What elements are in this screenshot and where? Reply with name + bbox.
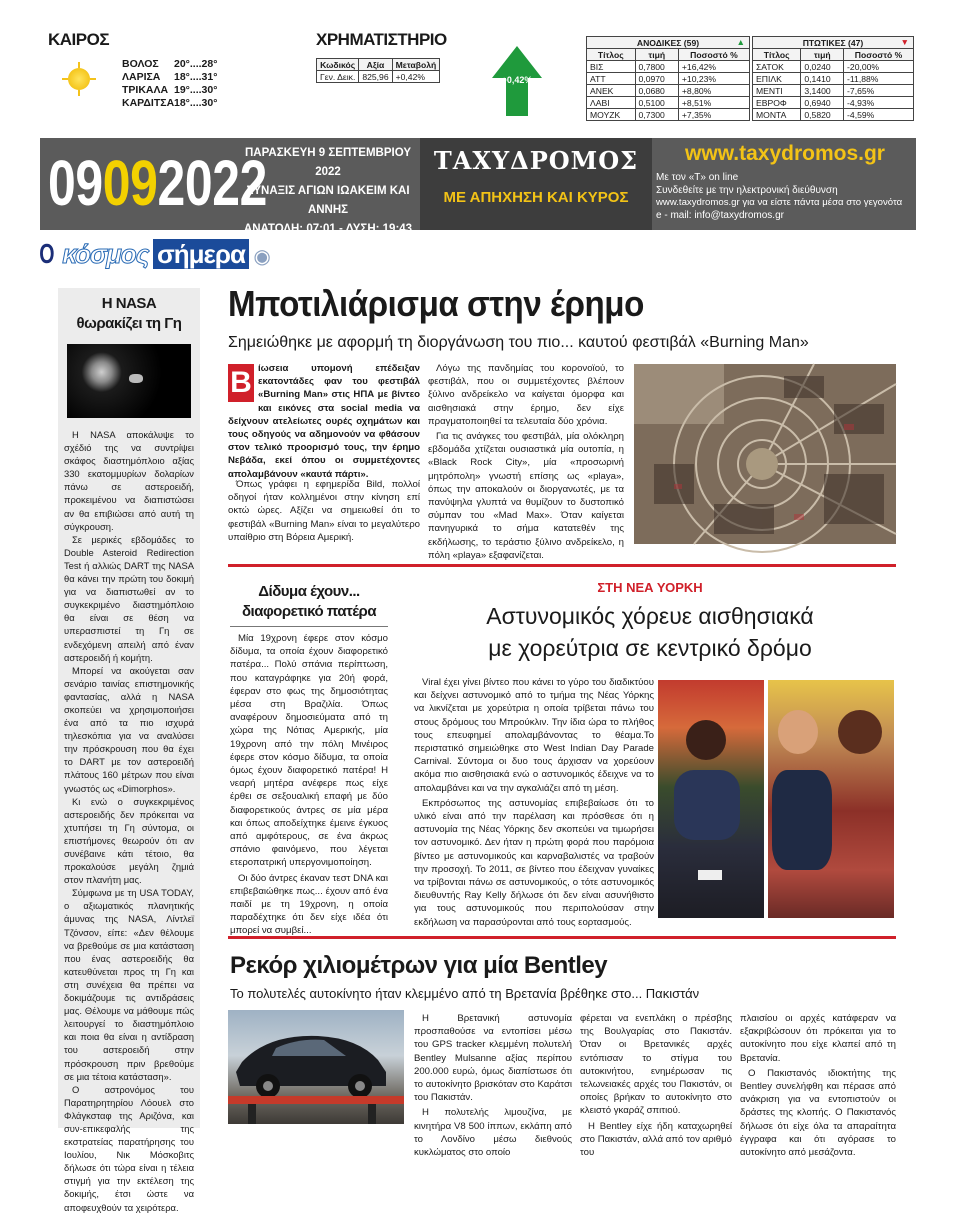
newspaper-motto: ΜΕ ΑΠΗΧΗΣΗ ΚΑΙ ΚΥΡΟΣ xyxy=(443,189,629,206)
red-rule-1 xyxy=(228,564,896,567)
stock-table: Κωδικός Αξία Μεταβολή Γεν. Δεικ. 825,96 +0,42% xyxy=(316,58,440,83)
bentley-col3: πλαισίου οι αρχές κατάφεραν να εξακριβώσουν ότι πρόκειται για το αυτοκίνητο που είχε κλαπεί από τη Βρετανία. Ο Πακιστανός ιδιοκτήτης της Bentley συνελήφθη και πέρασε από ανάκριση για να εντοπιστούν οι δράστες της κλοπής. Ο Πακιστανός δήλωσε ότι είχε όλα τα απαραίτητα έγγραφα και ότι αγόρασε το αυτοκίνητο από μεσάζοντα. xyxy=(740,1013,896,1159)
police-dance-photo-2 xyxy=(768,680,894,918)
up-arrow-icon xyxy=(490,44,544,118)
twins-title: Δίδυμα έχουν... διαφορετικό πατέρα xyxy=(241,583,377,620)
burning-man-aerial-photo xyxy=(634,364,896,544)
drop-cap: Β xyxy=(228,364,254,402)
burning-p1: Όπως γράφει η εφημερίδα Bild, πολλοί οδηγοί ήταν κολλημένοι στην κίνηση επί οκτώ ώρες. Αξίζει να σημειωθεί ότι το φεστιβάλ «Burning Man» είναι το μεγαλύτερο υπαίθριο στη Βόρεια Αμερική. xyxy=(228,479,420,543)
weather-row: ΛΑΡΙΣΑ 18°....31° xyxy=(122,71,218,83)
losers-table: ΠΤΩΤΙΚΕΣ (47) ▼ Τίτλος τιμή Ποσοστό % ΣΑΤΟΚ 0,0240 -20,00% ΕΠΙΛΚ 0,1410 -11,88% ΜΕΝΤΙ 3,1400 -7,65% ΕΒΡΟΦ 0,6940 -4,93% ΜΟΝΤΑ 0,5820 -4,59% xyxy=(752,36,914,121)
globe-icon: ◉ xyxy=(253,246,271,268)
red-down-arrow-icon: ▼ xyxy=(900,37,909,47)
banner-date: 09092022 xyxy=(48,147,267,219)
bentley-subhead: Το πολυτελές αυτοκίνητο ήταν κλεμμένο από τη Βρετανία βρέθηκε στο... Πακιστάν xyxy=(230,986,700,1001)
stock-arrow-label: +0,42% xyxy=(501,75,533,85)
weather-row: ΚΑΡΔΙΤΣΑ18°....30° xyxy=(122,97,218,109)
asteroid-photo xyxy=(67,344,191,418)
losers-box xyxy=(752,36,914,121)
newspaper-logo: ΤΑΧΥΔΡΟΜΟΣ xyxy=(433,146,639,175)
weather-row: ΒΟΛΟΣ 20°....28° xyxy=(122,58,218,70)
weather-row: ΤΡΙΚΑΛΑ 19°....30° xyxy=(122,84,218,96)
gainers-table: ΑΝΟΔΙΚΕΣ (59) ▲ Τίτλος τιμή Ποσοστό % ΒΙΣ 0,7800 +16,42% ΑΤΤ 0,0970 +10,23% ΑΝΕΚ 0,0680 +8,80% ΛΑΒΙ 0,5100 +8,51% ΜΟΥΖΚ 0,7300 +7,35% xyxy=(586,36,750,121)
police-kicker: ΣΤΗ ΝΕΑ ΥΟΡΚΗ xyxy=(597,580,703,595)
bentley-headline: Ρεκόρ χιλιομέτρων για μία Bentley xyxy=(230,952,608,979)
burning-headline: Μποτιλιάρισμα στην έρημο xyxy=(228,283,644,324)
police-headline: Αστυνομικός χόρευε αισθησιακά με χορεύτρια σε κεντρικό δρόμο xyxy=(486,603,814,661)
nasa-title: Η NASA θωρακίζει τη Γη xyxy=(76,295,182,332)
police-text: Viral έχει γίνει βίντεο που κάνει το γύρο του διαδικτύου και δείχνει αστυνομικό από το τμήμα της Νέας Υόρκης να λικνίζεται με χορεύτρια η οποία τρίβεται πάνω του στους δρόμους του Μπρούκλιν. Την ίδια ώρα το πλήθος τους επευφημεί απολαμβάνοντας το θέαμα.Το περιστατικό σημειώθηκε στο West Indian Day Parade Carnival. Σύντομα οι δυο τους άρχισαν να χορεύουν ακόμα πιο αισθησιακά ενώ ο αστυνομικός έδειχνε να το απολαμβάνει και να την αγκαλιάζει από τη μέση. Εκπρόσωπος της αστυνομίας επιβεβαίωσε ότι το υλικό είναι από την παρέλαση και πρόσθεσε ότι η αστυνομία της Νέας Υόρκης δεν σκοπεύει να τιμωρήσει τον αστυνομικό. Δεν ήταν η πρώτη φορά που παρόμοια βίντεο με αστυνομικούς και καρναβαλιστές να τραβούν την προσοχή. Το 2011, σε βίντεο που έδειχναν γυναίκες να τρίβονται πάνω σε αστυνομικούς, ο τότε αστυνομικός διευθυντής Ray Kelly δήλωσε ότι δεν είναι ασυνήθιστο για τους αστυνομικούς που περιπολούσαν στην εκδήλωση να παρασύρονται από τους εορτασμούς. xyxy=(414,677,654,928)
red-rule-2 xyxy=(228,936,896,939)
burning-lead: Β ίωσεια υπομονή επέδειξαν εκατοντάδες φαν του φεστιβάλ «Burning Man» στις ΗΠΑ με βίντεο και εικόνες στα social media να δείχνουν ατελείωτες ουρές οχημάτων και τους οδηγούς να αδημονούν να φθάσουν στον τελικό προορισμό τους, την έρημο Νεβάδα, εκεί όπου οι συμμετέχοντες απολαμβάνουν «καυτά πάρτι». xyxy=(228,363,420,480)
bentley-col1: Η Βρετανική αστυνομία προσπαθούσε να εντοπίσει μέσω του GPS tracker κλεμμένη πολυτελή Bentley Mulsanne αξίας περίπου 200.000 ευρώ, όμως διαπίστωσε ότι το αυτοκίνητο βρισκόταν στο Καράτσι του Πακιστάν. Η πολυτελής λιμουζίνα, με κινητήρα V8 500 ίππων, εκλάπη από το Λονδίνο μέσω διεθνούς κυκλώματος στο οποίο xyxy=(414,1013,572,1159)
green-up-arrow-icon: ▲ xyxy=(736,37,745,47)
bentley-col2: φέρεται να ενεπλάκη ο πρέσβης της Βουλγαρίας στο Πακιστάν. Όταν οι Βρετανικές αρχές εντόπισαν το στίγμα του αυτοκινήτου, ενημέρωσαν τις τελωνειακές αρχές του Πακιστάν, οι οποίες βρήκαν το αυτοκίνητο στο κλειστό γκαράζ σπιτιού. Η Bentley είχε ήδη καταχωρηθεί στο Πακιστάν, αλλά από τον αριθμό του xyxy=(580,1013,732,1159)
nasa-text: Η NASA αποκάλυψε το σχέδιό της να συντρίψει σκάφος διαστημόπλοιο αξίας 330 εκατομμυρίων δολαρίων πάνω σε αστεροειδή, προκειμένου να διαπιστώσει αν θα επιβιώσει από αυτή τη σύγκρουση. Σε μερικές εβδομάδες το Double Asteroid Redirection Test ή αλλιώς DART της NASA θα κάνει την πρώτη του δοκιμή για να διαπιστωθεί αν το συγκεκριμένο διαστημόπλοιο θα είναι σε θέση να υπερασπιστεί τη Γη σε ενδεχόμενη απειλή από έναν αστεροειδή ή κομήτη. Μπορεί να ακούγεται σαν σενάριο ταινίας επιστημονικής φαντασίας, αλλά η NASA σκοπεύει να χρησιμοποιήσει ένα από τα πιο ισχυρά τηλεσκόπια για να αναλύσει την πρόσκρουση που θα έχει το DART με τον αστεροειδή πλάτους 160 μέτρων που είναι γνωστός ως «Dimorphos». Κι ενώ ο συγκεκριμένος αστεροειδής δεν πρόκειται να χτυπήσει τη Γη σύντομα, οι επιστήμονες θεωρούν ότι αν συνέβαινε κάτι τέτοιο, θα προκαλούσε μεγάλη ζημιά στον πλανήτη μας. Σύμφωνα με τη USA TODAY, ο αξιωματικός πλανητικής άμυνας της NASA, Λίντλεϊ Τζόνσον, είπε: «Δεν θέλουμε να βρεθούμε σε μια κατάσταση που ένας αστεροειδής θα κατευθύνεται προς τη Γη και στη συνέχεια θα πρέπει να δοκιμάζουμε τις αντιδράσεις μας. Θέλουμε να μάθουμε πώς λειτουργεί το διαστημόπλοιο και ποια θα είναι η αντίδραση του αστεροειδή στην πρόσκρουση πριν βρεθούμε σε μια τέτοια κατάσταση». Ο αστρονόμος του Παρατηρητηρίου Λόουελ στο Φλάγκσταφ της Αριζόνα, και συν-επικεφαλής της εκστρατείας παρατήρησης του Ιουλίου, Νικ Μόσκοβιτς δήλωσε ότι τώρα είναι η τέλεια στιγμή για την εκτέλεση της δοκιμής, έτσι ώστε να αποφευχθούν τα χειρότερα. xyxy=(64,429,194,1213)
banner-calendar: ΠΑΡΑΣΚΕΥΗ 9 ΣΕΠΤΕΜΒΡΙΟΥ 2022 ΣΥΝΑΞΙΣ ΑΓΙΩΝ ΙΩΑΚΕΙΜ ΚΑΙ ΑΝΝΗΣ ΑΝΑΤΟΛΗ: 07:01 - ΔΥΣΗ: 19:43 ΣΕΛΗΝΗ 13 ΗΜΕΡΩΝ xyxy=(243,147,413,254)
gainers-box xyxy=(586,36,750,121)
sun-icon xyxy=(62,62,96,96)
weather-title: ΚΑΙΡΟΣ xyxy=(48,30,110,49)
police-dance-photo-1 xyxy=(658,680,764,918)
banner-brand-box xyxy=(420,138,652,230)
twins-rule xyxy=(230,626,388,627)
weather-box xyxy=(48,30,228,122)
stock-title: ΧΡΗΜΑΤΙΣΤΗΡΙΟ xyxy=(316,30,447,49)
website-url[interactable]: www.taxydromos.gr xyxy=(685,142,885,165)
bentley-photo xyxy=(228,1010,404,1124)
burning-subhead: Σημειώθηκε με αφορμή τη διοργάνωση του πιο... καυτού φεστιβάλ «Burning Man» xyxy=(228,334,809,351)
section-logo: Ο κόσμος σήμερα ◉ xyxy=(39,238,271,269)
banner-online: www.taxydromos.gr Με τον «Τ» on line Συνδεθείτε με την ηλεκτρονική διεύθυνση www.taxydromos.gr για να είστε πάντα μέσα στο γεγονότα e - mail: info@taxydromos.gr xyxy=(656,142,914,222)
stock-box xyxy=(316,30,476,100)
weather-list xyxy=(122,58,217,110)
burning-col2: Λόγω της πανδημίας του κορονοϊού, το φεστιβάλ, που οι συμμετέχοντες βλέπουν ξύλινο ανδρείκελο να καίγεται όμορφα και αισθησιακά στην έρημο, δεν είχε πραγματοποιηθεί τα τελευταία δύο χρόνια. Για τις ανάγκες του φεστιβάλ, μία ολόκληρη εβδομάδα χτίζεται ουσιαστικά μία ουτοπία, η «Black Rock City», μία «προσωρινή μητρόπολη» γνωστή επίσης ως «playa», όπως την αποκαλούν οι διοργανωτές, με τα πανύψηλα γλυπτά να θυμίζουν το δυστοπικό σύμπαν του «Mad Max». Όταν καίγεται πανηγυρικά το σήμα κατατεθέν της εκδήλωσης, το τεράστιο ξύλινο ανδρείκελο, η πόλη «playa» εξαφανίζεται. xyxy=(428,363,624,561)
nasa-sidebar xyxy=(58,288,200,1213)
twins-text: Μία 19χρονη έφερε στον κόσμο δίδυμα, τα οποία έχουν διαφορετικό πατέρα... Πολύ σπάνια περίπτωση, που καταγράφηκε για 20ή φορά, έφεραν στο φως της δημοσιότητας μέσα στη Βραζιλία. Όπως αναφέρουν δημοσιεύματα από τη χώρα της Νότιας Αμερικής, μία 19χρονη από την πόλη Μινέιρος έφερε στον κόσμο δίδυμα, τα οποία όμως έχουν διαφορετικό πατέρα! Η νεαρή μητέρα ανέφερε πως είχε έρθει σε σεξουαλική επαφή με δύο διαφορετικούς άντρες σε μία μέρα και όπως αποδείχτηκε έμεινε έγκυος από αμφότερους, σε ένα άκρως σπάνιο φαινόμενο, που λέγεται ετεροπατρική υπεργονιμοποίηση. Οι δύο άντρες έκαναν τεστ DNA και επιβεβαιώθηκε πως... έχουν από ένα παιδί με τη 19χρονη, η οποία παραδέχτηκε ότι δεν είχε ιδέα ότι μπορεί να συμβεί... xyxy=(230,633,388,937)
